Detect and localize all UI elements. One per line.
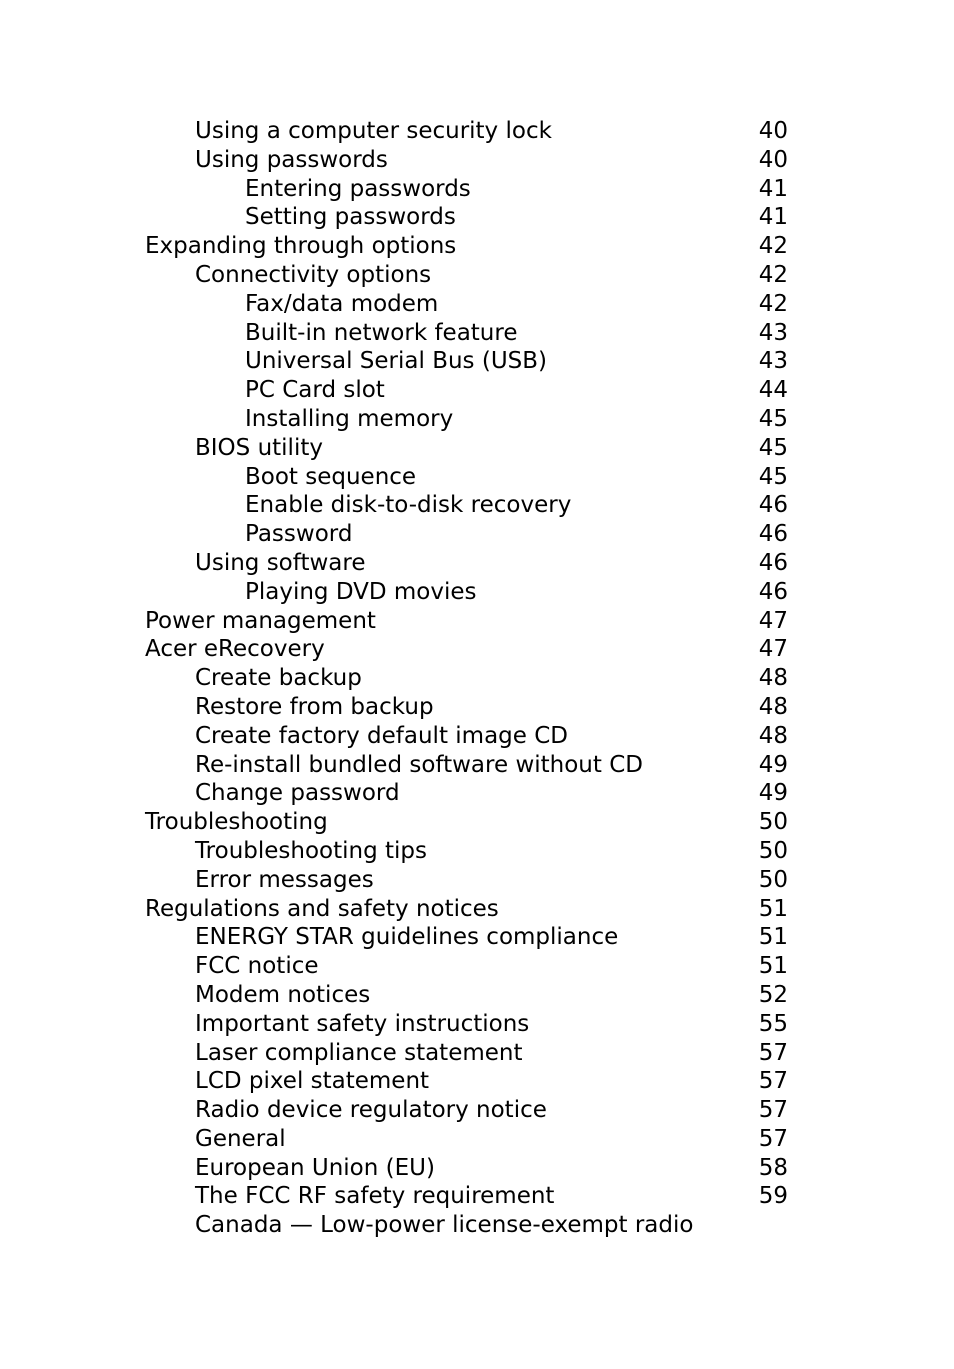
toc-entry-page-number: 57: [758, 1125, 788, 1152]
toc-entry-title: Laser compliance statement: [195, 1039, 523, 1066]
toc-entry-page-number: 51: [758, 924, 788, 951]
toc-entry-title: BIOS utility: [195, 434, 323, 461]
toc-entry[interactable]: [0, 146, 954, 175]
toc-entry[interactable]: [0, 405, 954, 434]
toc-entry[interactable]: [0, 549, 954, 578]
toc-entry-page-number: 46: [758, 492, 788, 519]
toc-entry-title: Enable disk-to-disk recovery: [245, 492, 572, 519]
toc-entry-page-number: 42: [758, 290, 788, 317]
toc-entry-page-number: 48: [758, 693, 788, 720]
toc-entry[interactable]: [0, 491, 954, 520]
toc-entry-title: Modem notices: [195, 981, 371, 1008]
toc-entry[interactable]: [0, 808, 954, 837]
toc-entry-page-number: 49: [758, 751, 788, 778]
toc-entry-title: Regulations and safety notices: [145, 895, 499, 922]
toc-entry-page-number: 55: [758, 1010, 788, 1037]
toc-entry[interactable]: [0, 1067, 954, 1096]
toc-entry[interactable]: [0, 1154, 954, 1183]
toc-entry-title: Fax/data modem: [245, 290, 439, 317]
toc-entry[interactable]: [0, 607, 954, 636]
toc-entry-title: The FCC RF safety requirement: [195, 1183, 555, 1210]
toc-entry[interactable]: [0, 1182, 954, 1211]
toc-entry-page-number: 42: [758, 261, 788, 288]
toc-entry-page-number: 50: [758, 809, 788, 836]
toc-entry[interactable]: [0, 981, 954, 1010]
toc-entry-title: Troubleshooting tips: [195, 837, 427, 864]
toc-entry[interactable]: [0, 1039, 954, 1068]
toc-entry-page-number: 45: [758, 463, 788, 490]
toc-entry-page-number: 41: [758, 204, 788, 231]
toc-entry[interactable]: [0, 290, 954, 319]
toc-entry-page-number: 46: [758, 549, 788, 576]
toc-entry-title: Playing DVD movies: [245, 578, 477, 605]
toc-entry-title: Acer eRecovery: [145, 636, 325, 663]
toc-entry[interactable]: [0, 1211, 954, 1240]
toc-entry-page-number: 41: [758, 175, 788, 202]
toc-entry[interactable]: [0, 693, 954, 722]
toc-entry-page-number: 57: [758, 1039, 788, 1066]
toc-entry-page-number: 48: [758, 665, 788, 692]
toc-entry-page-number: 50: [758, 837, 788, 864]
toc-entry-page-number: 45: [758, 405, 788, 432]
toc-entry-title: Re-install bundled software without CD: [195, 751, 643, 778]
toc-entry[interactable]: [0, 1010, 954, 1039]
toc-entry-title: Boot sequence: [245, 463, 417, 490]
toc-entry-page-number: 43: [758, 348, 788, 375]
toc-entry[interactable]: [0, 751, 954, 780]
toc-entry-title: Radio device regulatory notice: [195, 1097, 547, 1124]
toc-entry[interactable]: [0, 923, 954, 952]
toc-entry-page-number: 45: [758, 434, 788, 461]
toc-entry-page-number: 47: [758, 636, 788, 663]
toc-entry-page-number: 40: [758, 146, 788, 173]
toc-entry-title: Connectivity options: [195, 261, 432, 288]
toc-entry[interactable]: [0, 434, 954, 463]
toc-entry-page-number: 44: [758, 377, 788, 404]
toc-entry[interactable]: [0, 347, 954, 376]
toc-entry-title: Built-in network feature: [245, 319, 518, 346]
toc-entry[interactable]: [0, 664, 954, 693]
toc-entry[interactable]: [0, 866, 954, 895]
toc-entry-title: Setting passwords: [245, 204, 456, 231]
toc-entry-page-number: 57: [758, 1068, 788, 1095]
toc-entry[interactable]: [0, 232, 954, 261]
toc-entry-page-number: 46: [758, 578, 788, 605]
toc-entry-title: PC Card slot: [245, 377, 385, 404]
toc-entry[interactable]: [0, 1125, 954, 1154]
toc-entry[interactable]: [0, 837, 954, 866]
toc-entry-page-number: 46: [758, 521, 788, 548]
toc-entry-page-number: 49: [758, 780, 788, 807]
toc-entry-title: Entering passwords: [245, 175, 471, 202]
toc-entry-title: Using passwords: [195, 146, 388, 173]
toc-entry-title: Using a computer security lock: [195, 118, 552, 144]
toc-entry-page-number: 48: [758, 722, 788, 749]
toc-entry-page-number: 58: [758, 1154, 788, 1181]
toc-entry-title: Power management: [145, 607, 376, 634]
toc-entry-title: Restore from backup: [195, 693, 434, 720]
toc-entry[interactable]: [0, 117, 954, 146]
toc-entry-title: General: [195, 1125, 286, 1152]
toc-entry-title: Password: [245, 521, 353, 548]
toc-entry[interactable]: [0, 175, 954, 204]
toc-entry-title: Troubleshooting: [145, 809, 328, 836]
toc-entry-title: LCD pixel statement: [195, 1068, 430, 1095]
toc-entry-page-number: 40: [758, 118, 788, 144]
toc-entry-page-number: 57: [758, 1097, 788, 1124]
toc-entry-page-number: 43: [758, 319, 788, 346]
toc-entry-title: Error messages: [195, 866, 374, 893]
toc-entry-title: Expanding through options: [145, 233, 457, 260]
toc-entry[interactable]: [0, 722, 954, 751]
toc-entry[interactable]: [0, 463, 954, 492]
toc-entry-title: Canada — Low-power license-exempt radio: [195, 1212, 694, 1239]
toc-entry[interactable]: [0, 578, 954, 607]
toc-entry[interactable]: [0, 261, 954, 290]
toc-entry[interactable]: [0, 779, 954, 808]
toc-entry[interactable]: [0, 635, 954, 664]
toc-entry-page-number: 52: [758, 981, 788, 1008]
toc-entry-title: Create backup: [195, 665, 362, 692]
toc-entry-title: Important safety instructions: [195, 1010, 530, 1037]
toc-entry-title: Create factory default image CD: [195, 722, 568, 749]
toc-entry[interactable]: [0, 952, 954, 981]
toc-entry[interactable]: [0, 203, 954, 232]
toc-entry-title: Change password: [195, 780, 400, 807]
toc-entry-page-number: 42: [758, 233, 788, 260]
toc-entry[interactable]: [0, 895, 954, 924]
toc-entry-page-number: 59: [758, 1183, 788, 1210]
toc-entry[interactable]: [0, 520, 954, 549]
toc-entry-title: Using software: [195, 549, 366, 576]
toc-entry-page-number: 51: [758, 953, 788, 980]
table-of-contents: [0, 117, 954, 1240]
toc-entry-title: Installing memory: [245, 405, 454, 432]
toc-entry-page-number: 47: [758, 607, 788, 634]
toc-entry-title: European Union (EU): [195, 1154, 435, 1181]
toc-entry-title: ENERGY STAR guidelines compliance: [195, 924, 619, 951]
toc-entry[interactable]: [0, 1096, 954, 1125]
toc-entry[interactable]: [0, 319, 954, 348]
toc-entry[interactable]: [0, 376, 954, 405]
toc-entry-page-number: 50: [758, 866, 788, 893]
toc-entry-page-number: 51: [758, 895, 788, 922]
toc-entry-title: Universal Serial Bus (USB): [245, 348, 547, 375]
toc-entry-title: FCC notice: [195, 953, 319, 980]
